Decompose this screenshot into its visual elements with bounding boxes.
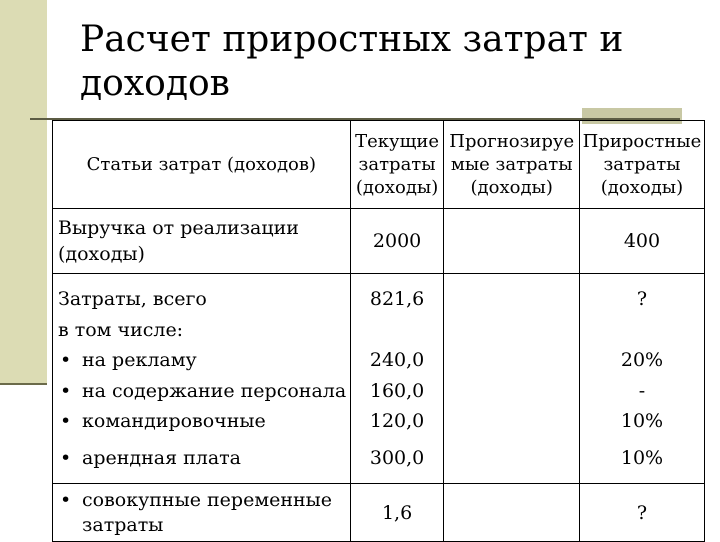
header-current [350,121,444,209]
header-forecast-line-1: Прогнозируе [449,131,575,152]
costs-personnel-current: 160,0 [369,379,425,402]
variable-incremental: ? [579,484,704,542]
costs-advertising-incremental: 20% [620,349,664,371]
slide-title-line-1: Расчет приростных затрат и [80,19,624,60]
costs-total-current: 821,6 [369,288,425,310]
revenue-label-line-1: Выручка от реализации [58,217,299,239]
decorative-side-band [0,0,47,385]
costs-total-incremental: ? [636,288,648,310]
decorative-side-line [0,383,47,385]
costs-current [350,274,444,484]
variable-label-line-1: • совокупные переменные [58,488,350,513]
header-incremental-line-3: (доходы) [600,177,684,198]
table-row-revenue [53,209,705,274]
costs-forecast [444,274,580,484]
costs-labels [53,274,351,484]
variable-current: 1,6 [350,484,444,542]
header-incremental-line-2: затраты [603,154,681,175]
table-row-costs [53,274,705,484]
variable-label [53,484,351,542]
table-row-variable [53,484,705,542]
costs-rent-label: • арендная плата [58,443,350,474]
costs-incremental [579,274,704,484]
slide-title-line-2: доходов [80,63,230,104]
revenue-incremental: 400 [579,209,704,274]
header-current-line-3: (доходы) [355,177,439,198]
header-incremental-line-1: Приростные [582,131,702,152]
header-current-line-2: затраты [358,154,436,175]
variable-forecast [444,484,580,542]
cost-table [52,120,705,542]
variable-label-line-2: затраты [82,513,164,536]
costs-including-incremental [580,315,704,346]
costs-rent-incremental: 10% [620,446,664,469]
table-header-row [53,121,705,209]
costs-advertising-current: 240,0 [369,349,425,371]
costs-including-current [351,315,444,346]
revenue-forecast [444,209,580,274]
costs-personnel-label: • на содержание персонала [58,376,350,407]
costs-including-label: в том числе: [58,318,184,341]
costs-rent-current: 300,0 [369,446,425,469]
costs-travel-incremental: 10% [620,410,664,432]
header-incremental [579,121,704,209]
revenue-label [53,209,351,274]
costs-personnel-incremental: - [638,379,646,402]
header-current-line-1: Текущие [355,131,440,152]
slide-title [80,18,623,106]
header-items [53,121,351,209]
header-items-label: Статьи затрат (доходов) [86,154,317,175]
revenue-current: 2000 [350,209,444,274]
header-forecast [444,121,580,209]
costs-travel-current: 120,0 [369,410,425,432]
header-forecast-line-3: (доходы) [470,177,553,198]
costs-total-label: Затраты, всего [58,288,207,310]
costs-travel-label: • командировочные [58,406,350,437]
header-forecast-line-2: мые затраты [450,154,573,175]
revenue-label-line-2: (доходы) [58,243,145,265]
costs-advertising-label: • на рекламу [58,345,350,376]
